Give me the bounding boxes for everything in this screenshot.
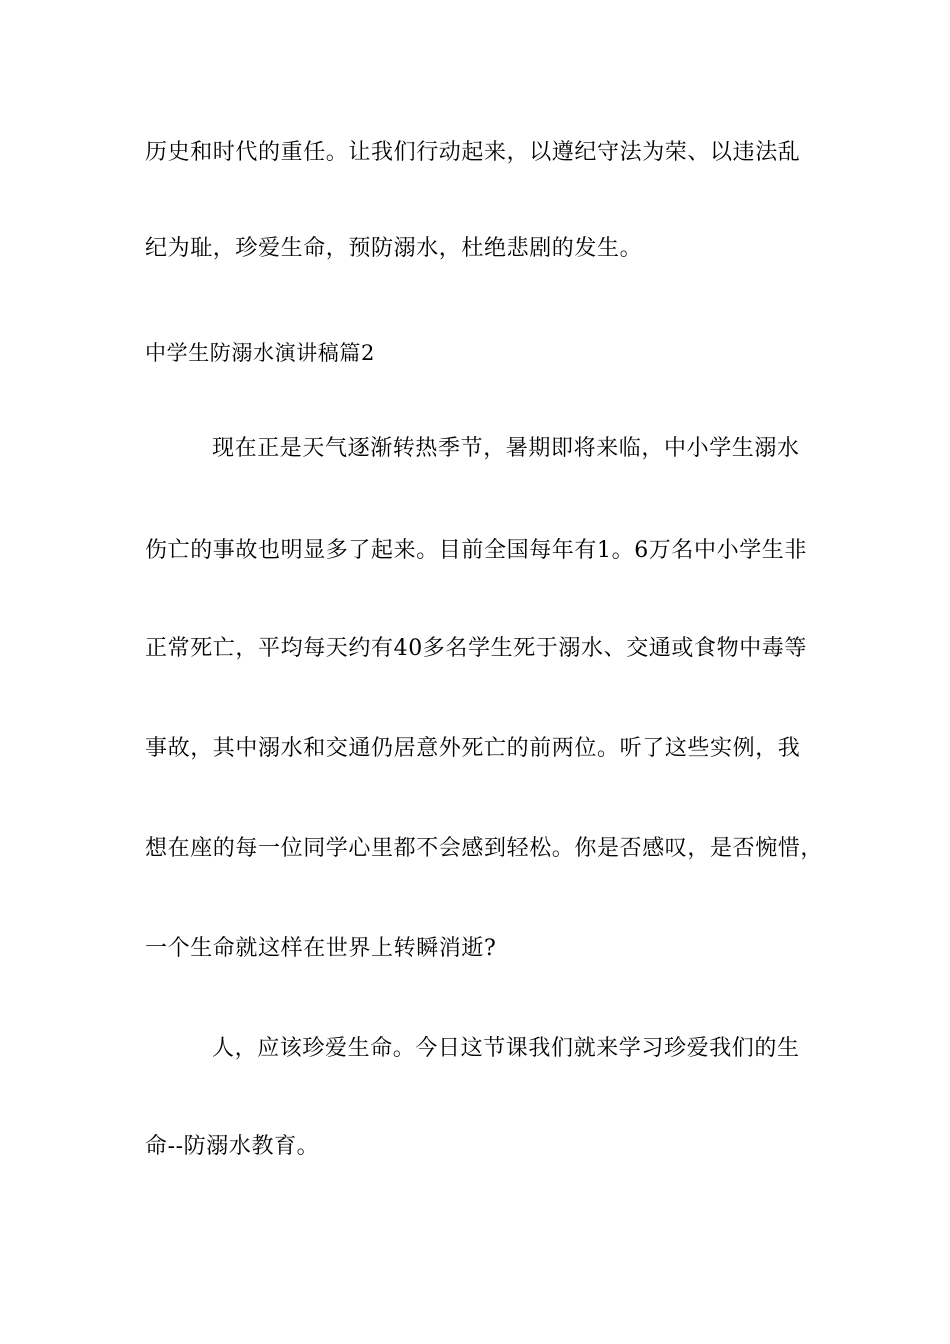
paragraph-2-line-5: 想在座的每一位同学心里都不会感到轻松。你是否感叹，是否惋惜， xyxy=(145,836,824,861)
paragraph-2-line-2: 伤亡的事故也明显多了起来。目前全国每年有1。6万名中小学生非 xyxy=(145,538,807,563)
paragraph-1-line-1: 历史和时代的重任。让我们行动起来，以遵纪守法为荣、以违法乱 xyxy=(145,140,801,165)
paragraph-2-line-1: 现在正是天气逐渐转热季节，暑期即将来临，中小学生溺水 xyxy=(212,436,800,461)
paragraph-3-line-2: 命--防溺水教育。 xyxy=(145,1134,320,1159)
paragraph-2-line-4: 事故，其中溺水和交通仍居意外死亡的前两位。听了这些实例，我 xyxy=(145,736,801,761)
section-heading: 中学生防溺水演讲稿篇2 xyxy=(145,341,375,365)
paragraph-2-line-3: 正常死亡，平均每天约有40多名学生死于溺水、交通或食物中毒等 xyxy=(145,636,807,661)
paragraph-1-line-2: 纪为耻，珍爱生命，预防溺水，杜绝悲剧的发生。 xyxy=(145,236,643,261)
paragraph-2-line-6: 一个生命就这样在世界上转瞬消逝? xyxy=(145,936,497,961)
paragraph-3-line-1: 人，应该珍爱生命。今日这节课我们就来学习珍爱我们的生 xyxy=(212,1036,800,1061)
